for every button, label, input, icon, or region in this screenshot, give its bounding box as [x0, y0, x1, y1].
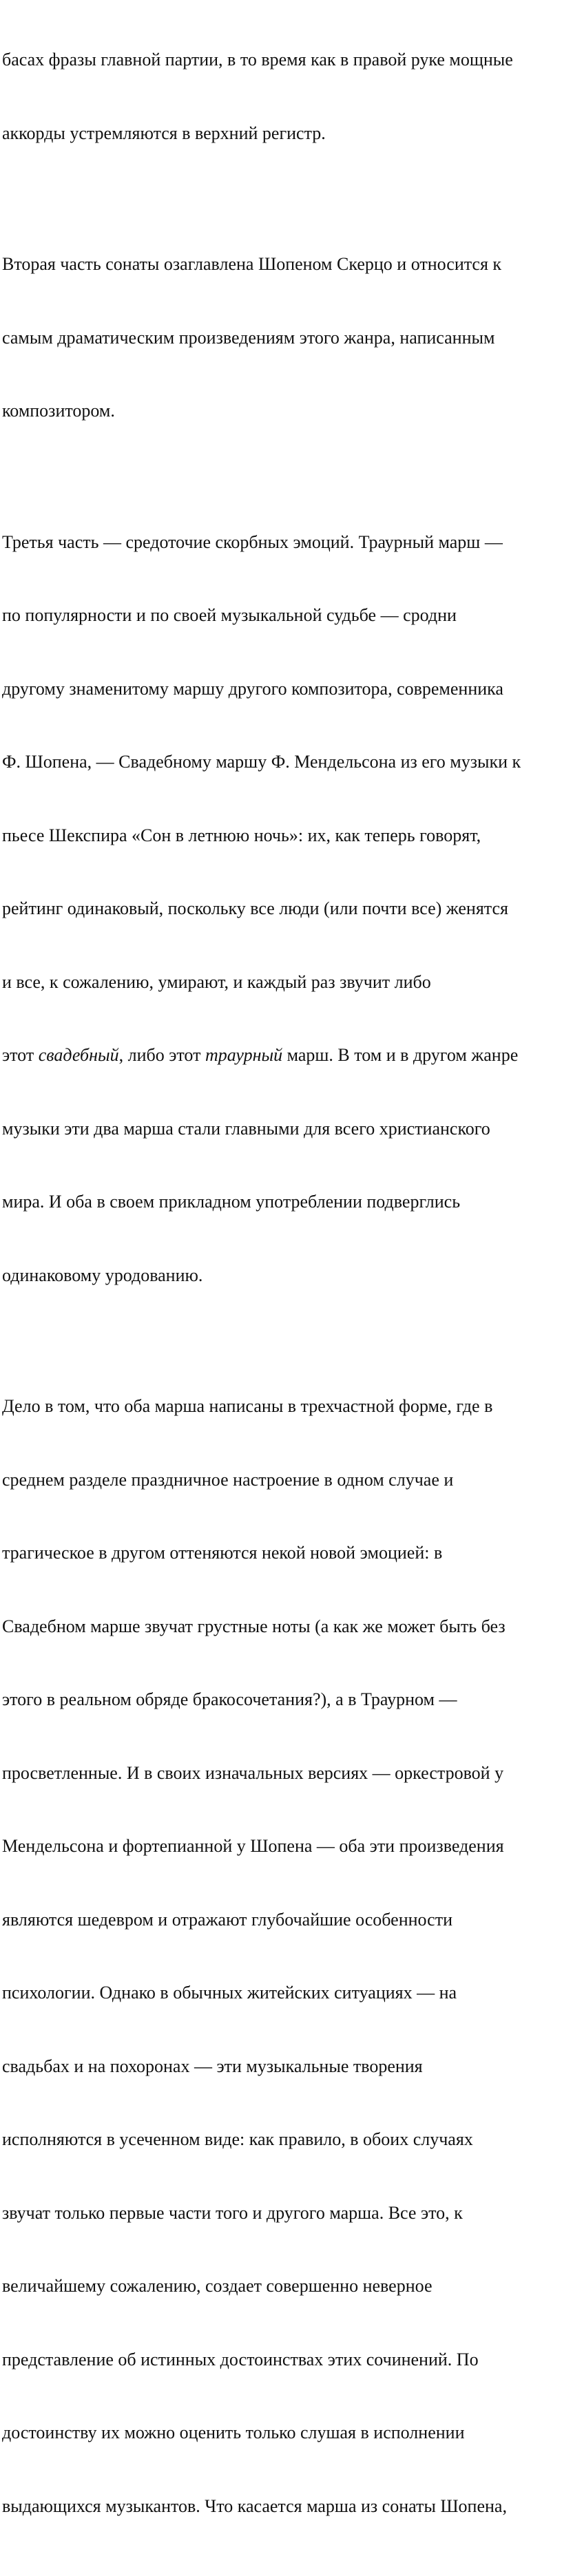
text-line: трагическое в другом оттеняются некой новой эмоцией: в	[2, 1543, 443, 1563]
text-line: мира. И оба в своем прикладном употреблении подверглись	[2, 1192, 461, 1212]
text-segment: марш. В том и в другом жанре	[282, 1045, 519, 1065]
paragraph-2	[2, 203, 560, 472]
text-line: Свадебном марше звучат грустные ноты (а как же может быть без	[2, 1616, 506, 1636]
text-line: среднем разделе праздничное настроение в одном случае и	[2, 1469, 454, 1490]
text-segment: , либо этот	[118, 1045, 205, 1065]
text-line: исполняются в усеченном виде: как правило, в обоих случаях	[2, 2129, 473, 2149]
text-line: Дело в том, что оба марша написаны в трехчастной форме, где в	[2, 1396, 493, 1416]
text-line: представление об истинных достоинствах этих сочинений. По	[2, 2349, 479, 2369]
text-line: композитором.	[2, 401, 115, 421]
text-line: этого в реальном обряде бракосочетания?), а в Траурном —	[2, 1689, 457, 1709]
text-line: свадьбах и на похоронах — эти музыкальные творения	[2, 2056, 423, 2076]
text-segment: этот	[2, 1045, 39, 1065]
text-line: одинаковому уродованию.	[2, 1265, 203, 1285]
text-line: Ф. Шопена, — Свадебному маршу Ф. Мендельсона из его музыки к	[2, 752, 521, 772]
paragraph-3	[2, 481, 560, 1337]
text-line: выдающихся музыкантов. Что касается марша из сонаты Шопена,	[2, 2495, 507, 2516]
text-line: психологии. Однако в обычных житейских ситуациях — на	[2, 1983, 457, 2003]
text-line: и все, к сожалению, умирают, и каждый раз звучит либо	[2, 971, 431, 992]
text-line: аккорды устремляются в верхний регистр.	[2, 123, 326, 143]
text-line: Третья часть — средоточие скорбных эмоций. Траурный марш —	[2, 531, 503, 552]
document-page	[2, 0, 560, 2576]
text-line: другому знаменитому маршу другого композитора, современника	[2, 678, 503, 699]
text-line: музыки эти два марша стали главными для всего христианского	[2, 1118, 490, 1139]
text-line: пьесе Шекспира «Сон в летнюю ночь»: их, как теперь говорят,	[2, 825, 481, 845]
text-line: Вторая часть сонаты озаглавлена Шопеном Скерцо и относится к	[2, 254, 502, 274]
italic-word-funeral: траурный	[205, 1045, 283, 1065]
text-line: величайшему сожалению, создает совершенно неверное	[2, 2276, 433, 2296]
text-line: Мендельсона и фортепианной у Шопена — оба эти произведения	[2, 1836, 504, 1856]
text-line: рейтинг одинаковый, поскольку все люди (или почти все) женятся	[2, 898, 508, 918]
text-line: достоинству их можно оценить только слушая в исполнении	[2, 2422, 465, 2442]
text-line: басах фразы главной партии, в то время как в правой руке мощные	[2, 50, 513, 70]
paragraph-4	[2, 1345, 560, 2567]
text-line: звучат только первые части того и другого марша. Все это, к	[2, 2202, 463, 2223]
text-line: просветленные. И в своих изначальных версиях — оркестровой у	[2, 1762, 504, 1783]
text-line: самым драматическим произведениям этого жанра, написанным	[2, 327, 495, 348]
text-line: являются шедевром и отражают глубочайшие особенности	[2, 1909, 452, 1930]
paragraph-1	[2, 0, 560, 194]
text-line: по популярности и по своей музыкальной судьбе — сродни	[2, 605, 457, 625]
italic-word-wedding: свадебный	[38, 1045, 119, 1065]
text-line-mixed	[2, 1043, 560, 1068]
